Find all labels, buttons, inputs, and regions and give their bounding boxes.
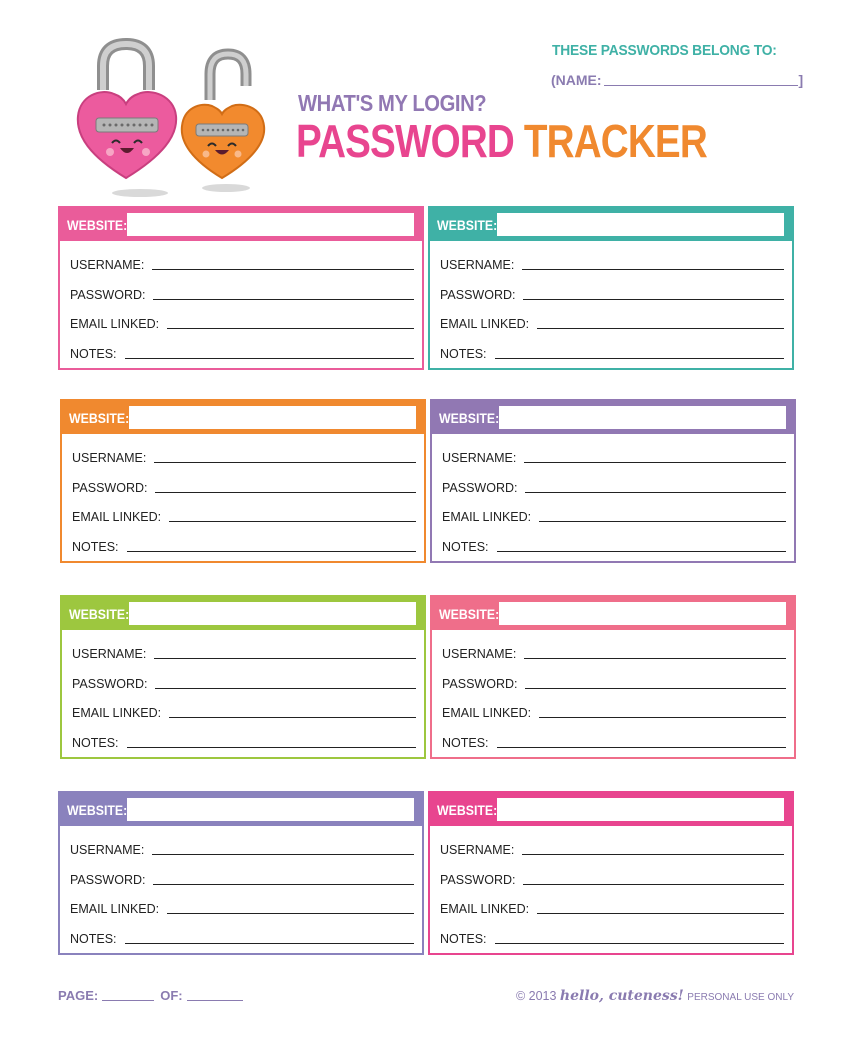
email-linked-label: EMAIL LINKED: [70, 317, 160, 331]
notes-row [440, 343, 784, 361]
page-total-field[interactable] [187, 990, 243, 1001]
password-label: PASSWORD: [70, 872, 146, 887]
notes-field[interactable] [497, 551, 786, 552]
card-header [60, 793, 422, 826]
password-field[interactable] [155, 688, 416, 689]
owner-name-field[interactable] [604, 73, 798, 86]
website-label: WEBSITE: [437, 216, 498, 233]
username-field[interactable] [154, 462, 416, 463]
website-field[interactable] [127, 798, 414, 821]
password-card [60, 399, 426, 563]
owner-name-row [551, 72, 803, 88]
card-header [430, 208, 792, 241]
email-linked-row [70, 898, 414, 916]
website-field[interactable] [129, 602, 416, 625]
notes-label: NOTES: [72, 735, 119, 750]
username-field[interactable] [522, 854, 784, 855]
notes-field[interactable] [495, 358, 784, 359]
username-row [72, 447, 416, 465]
email-linked-row [440, 898, 784, 916]
email-linked-row [442, 506, 786, 524]
username-label: USERNAME: [70, 258, 145, 272]
card-header [430, 793, 792, 826]
page-numbering [58, 988, 243, 1003]
username-row [70, 839, 414, 857]
owner-name-label: (NAME: [551, 72, 602, 88]
notes-field[interactable] [495, 943, 784, 944]
password-row [70, 284, 414, 302]
email-linked-field[interactable] [167, 913, 414, 914]
password-card [60, 595, 426, 759]
username-field[interactable] [524, 658, 786, 659]
page-title [296, 115, 707, 167]
password-label: PASSWORD: [442, 480, 518, 495]
notes-field[interactable] [127, 747, 416, 748]
email-linked-label: EMAIL LINKED: [72, 510, 162, 524]
username-field[interactable] [154, 658, 416, 659]
password-label: PASSWORD: [440, 287, 516, 302]
password-card [58, 206, 424, 370]
password-card [428, 791, 794, 955]
password-field[interactable] [523, 884, 784, 885]
notes-field[interactable] [497, 747, 786, 748]
website-label: WEBSITE: [69, 605, 130, 622]
notes-field[interactable] [125, 358, 414, 359]
website-label: WEBSITE: [67, 216, 128, 233]
username-label: USERNAME: [72, 451, 147, 465]
notes-row [70, 343, 414, 361]
title-password: PASSWORD [296, 115, 514, 167]
username-row [442, 643, 786, 661]
page-label: PAGE: [58, 988, 99, 1003]
email-linked-field[interactable] [169, 521, 416, 522]
email-linked-label: EMAIL LINKED: [442, 510, 532, 524]
username-field[interactable] [152, 269, 414, 270]
email-linked-field[interactable] [539, 717, 786, 718]
username-label: USERNAME: [442, 647, 517, 661]
password-card [58, 791, 424, 955]
username-field[interactable] [524, 462, 786, 463]
notes-row [72, 536, 416, 554]
password-label: PASSWORD: [442, 676, 518, 691]
website-label: WEBSITE: [69, 409, 130, 426]
username-field[interactable] [152, 854, 414, 855]
password-row [70, 869, 414, 887]
website-field[interactable] [499, 406, 786, 429]
email-linked-row [442, 702, 786, 720]
notes-row [442, 732, 786, 750]
password-row [442, 477, 786, 495]
website-label: WEBSITE: [439, 605, 500, 622]
username-row [70, 254, 414, 272]
email-linked-row [70, 313, 414, 331]
notes-label: NOTES: [442, 735, 489, 750]
email-linked-label: EMAIL LINKED: [440, 317, 530, 331]
notes-label: NOTES: [70, 346, 117, 361]
password-field[interactable] [525, 688, 786, 689]
email-linked-field[interactable] [539, 521, 786, 522]
password-row [72, 673, 416, 691]
card-header [62, 597, 424, 630]
website-field[interactable] [127, 213, 414, 236]
password-card [430, 595, 796, 759]
username-row [72, 643, 416, 661]
username-label: USERNAME: [440, 843, 515, 857]
password-label: PASSWORD: [72, 676, 148, 691]
card-header [60, 208, 422, 241]
password-label: PASSWORD: [440, 872, 516, 887]
password-card [430, 399, 796, 563]
password-row [442, 673, 786, 691]
password-label: PASSWORD: [70, 287, 146, 302]
password-field[interactable] [525, 492, 786, 493]
email-linked-row [72, 506, 416, 524]
username-label: USERNAME: [72, 647, 147, 661]
notes-label: NOTES: [440, 346, 487, 361]
subtitle: WHAT'S MY LOGIN? [298, 90, 487, 116]
email-linked-label: EMAIL LINKED: [70, 902, 160, 916]
copyright-year: © 2013 [515, 989, 557, 1003]
website-field[interactable] [497, 213, 784, 236]
notes-row [72, 732, 416, 750]
website-field[interactable] [499, 602, 786, 625]
email-linked-field[interactable] [537, 328, 784, 329]
brand-name: hello, cuteness! [559, 988, 684, 1004]
password-row [440, 284, 784, 302]
website-label: WEBSITE: [437, 801, 498, 818]
email-linked-label: EMAIL LINKED: [72, 706, 162, 720]
username-row [440, 839, 784, 857]
username-row [440, 254, 784, 272]
username-field[interactable] [522, 269, 784, 270]
password-row [440, 869, 784, 887]
belong-to-label: THESE PASSWORDS BELONG TO: [552, 42, 777, 59]
password-field[interactable] [153, 299, 414, 300]
pink-heart-lock-icon [78, 44, 176, 197]
username-label: USERNAME: [440, 258, 515, 272]
email-linked-label: EMAIL LINKED: [440, 902, 530, 916]
notes-label: NOTES: [440, 931, 487, 946]
username-row [442, 447, 786, 465]
username-label: USERNAME: [70, 843, 145, 857]
copyright-notice [516, 988, 794, 1004]
card-header [62, 401, 424, 434]
password-label: PASSWORD: [72, 480, 148, 495]
website-label: WEBSITE: [67, 801, 128, 818]
notes-field[interactable] [127, 551, 416, 552]
card-header [432, 401, 794, 434]
website-label: WEBSITE: [439, 409, 500, 426]
notes-label: NOTES: [72, 539, 119, 554]
password-field[interactable] [153, 884, 414, 885]
notes-row [70, 928, 414, 946]
of-label: OF: [160, 988, 183, 1003]
password-field[interactable] [523, 299, 784, 300]
website-field[interactable] [129, 406, 416, 429]
title-tracker: TRACKER [523, 115, 707, 167]
notes-label: NOTES: [442, 539, 489, 554]
usage-note: PERSONAL USE ONLY [687, 992, 794, 1003]
email-linked-field[interactable] [169, 717, 416, 718]
page-number-field[interactable] [102, 990, 154, 1001]
notes-field[interactable] [125, 943, 414, 944]
orange-heart-lock-icon [182, 54, 264, 192]
email-linked-field[interactable] [537, 913, 784, 914]
password-card [428, 206, 794, 370]
username-label: USERNAME: [442, 451, 517, 465]
notes-row [440, 928, 784, 946]
notes-label: NOTES: [70, 931, 117, 946]
owner-name-close: ] [798, 72, 804, 88]
heart-locks-illustration [70, 38, 290, 202]
email-linked-field[interactable] [167, 328, 414, 329]
notes-row [442, 536, 786, 554]
email-linked-label: EMAIL LINKED: [442, 706, 532, 720]
email-linked-row [72, 702, 416, 720]
password-row [72, 477, 416, 495]
email-linked-row [440, 313, 784, 331]
website-field[interactable] [497, 798, 784, 821]
card-header [432, 597, 794, 630]
password-field[interactable] [155, 492, 416, 493]
